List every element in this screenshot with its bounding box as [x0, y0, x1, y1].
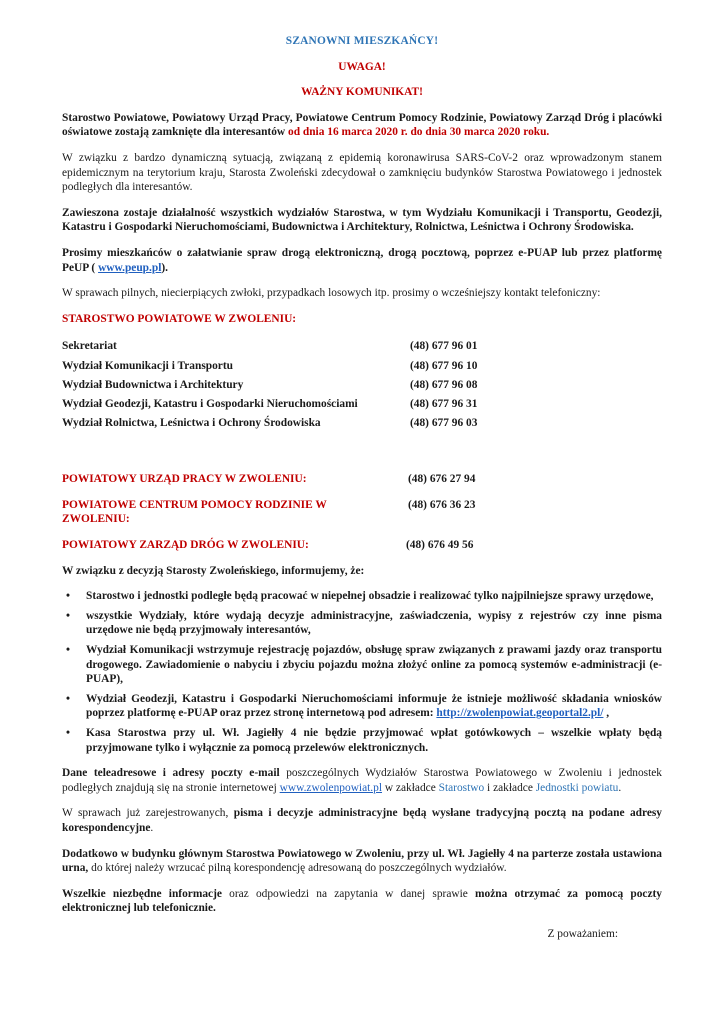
decision-intro: W związku z decyzją Starosty Zwoleńskiego, informujemy, że: [62, 564, 365, 577]
urgent-paragraph: W sprawach pilnych, niecierpiących zwłoki, przypadkach losowych itp. prosimy o wcześniejszy kontakt telefoniczny: [62, 287, 601, 300]
contact-row [62, 397, 662, 416]
contact-phone: (48) 677 96 10 [410, 359, 478, 372]
org-phone: (48) 676 27 94 [408, 473, 476, 486]
request-text: Prosimy mieszkańców o załatwianie spraw drogą elektroniczną, drogą pocztową, poprzez e-PUAP lub przez platformę PeUP ( [62, 246, 662, 274]
list-item: • Starostwo i jednostki podległe będą pracować w niepełnej obsadzie i realizować tylko najpilniejsze sprawy urzędowe, [86, 589, 662, 604]
info-paragraph [62, 887, 662, 916]
closure-dates: od dnia 16 marca 2020 r. do dnia 30 marca 2020 roku. [288, 126, 550, 139]
starostwo-tab-link[interactable]: Starostwo [438, 781, 485, 794]
contact-phone: (48) 677 96 31 [410, 397, 478, 410]
registered-after: . [150, 821, 154, 834]
registered-text: W sprawach już zarejestrowanych, [62, 807, 234, 820]
contact-data-text: . [618, 781, 622, 794]
decision-list [62, 589, 662, 755]
org-family-centre [62, 498, 662, 527]
contact-data-paragraph [62, 766, 662, 795]
request-after: ). [161, 261, 169, 274]
contact-data-text: w zakładce [382, 781, 439, 794]
org-label: POWIATOWY ZARZĄD DRÓG W ZWOLENIU: [62, 539, 309, 552]
contact-label: Wydział Komunikacji i Transportu [62, 359, 233, 372]
spacer [62, 446, 662, 472]
contact-row [62, 416, 662, 435]
signoff: Z poważaniem: [547, 927, 618, 940]
registered-paragraph [62, 806, 662, 835]
list-item: • Wydział Komunikacji wstrzymuje rejestrację pojazdów, obsługę spraw związanych z prawami jazdy oraz transportu drogowego. Zawiadomienie o nabyciu i zbyciu pojazdu można złożyć online za pomocą systemów e-administracji (e-PUAP), [86, 643, 662, 687]
intro-text: Starostwo Powiatowe, Powiatowy Urząd Pracy, Powiatowe Centrum Pomocy Rodzinie, Powiatowy Zarząd Dróg i placówki oświatowe zostają zamknięte dla interesantów [62, 111, 662, 139]
contact-data-text: i zakładce [484, 781, 536, 794]
list-item: • Kasa Starostwa przy ul. Wł. Jagiełły 4 nie będzie przyjmować wpłat gotówkowych – wszelkie wpłaty będą przyjmowane tylko i wyłącznie za pomocą przelewów elektronicznych. [86, 726, 662, 755]
contact-label: Sekretariat [62, 340, 117, 353]
contact-row [62, 339, 662, 358]
contact-phone: (48) 677 96 01 [410, 340, 478, 353]
heading-attention: UWAGA! [338, 60, 386, 73]
list-item: • wszystkie Wydziały, które wydają decyzje administracyjne, zaświadczenia, wypisy z rejestrów czy inne pisma urzędowe nie będą przyjmowały interesantów, [86, 609, 662, 638]
covid-paragraph: W związku z bardzo dynamiczną sytuacją, związaną z epidemią koronawirusa SARS-CoV-2 oraz wprowadzonym stanem epidemicznym na terytorium kraju, Starosta Zwoleński zdecydował o zamknięciu budynków Starostwa Powiatowego i jednostek podległych dla interesantów. [62, 151, 662, 194]
contact-row [62, 378, 662, 397]
info-bold: można otrzymać za pomocą poczty elektronicznej lub telefonicznie. [62, 887, 663, 915]
units-tab-link[interactable]: Jednostki powiatu [535, 781, 619, 794]
intro-paragraph [62, 111, 662, 140]
contact-label: Wydział Rolnictwa, Leśnictwa i Ochrony Środowiska [62, 417, 321, 430]
request-paragraph [62, 246, 662, 275]
contact-phone: (48) 677 96 03 [410, 417, 478, 430]
org-phone: (48) 676 49 56 [406, 539, 474, 552]
contact-row [62, 359, 662, 378]
ballot-box-paragraph [62, 847, 662, 876]
heading-important-notice: WAŻNY KOMUNIKAT! [301, 86, 423, 99]
geoportal-link[interactable]: http://zwolenpowiat.geoportal2.pl/ [436, 707, 604, 720]
org-phone: (48) 676 36 23 [408, 498, 476, 511]
starostwo-contacts [62, 339, 662, 435]
ballot-box-text: do której należy wrzucać pilną korespondencję adresowaną do poszczególnych wydziałów. [88, 862, 507, 875]
org-label: POWIATOWY URZĄD PRACY W ZWOLENIU: [62, 473, 307, 486]
contact-label: Wydział Geodezji, Katastru i Gospodarki Nieruchomościami [62, 397, 358, 410]
heading-residents: SZANOWNI MIESZKAŃCY! [285, 35, 439, 47]
org-labour-office [62, 472, 662, 487]
contact-data-bold: Dane teleadresowe i adresy poczty e-mail [62, 767, 280, 780]
zwolenpowiat-link[interactable]: www.zwolenpowiat.pl [279, 781, 383, 794]
info-bold: Wszelkie niezbędne informacje [62, 887, 222, 900]
contact-data-text: poszczególnych Wydziałów Starostwa Powiatowego w Zwoleniu i jednostek podległych znajdują się na stronie internetowej [62, 767, 662, 794]
contact-label: Wydział Budownictwa i Architektury [62, 378, 244, 391]
suspension-paragraph: Zawieszona zostaje działalność wszystkich wydziałów Starostwa, w tym Wydziału Komunikacji i Transportu, Geodezji, Katastru i Gospodarki Nieruchomościami, Budownictwa i Architektury, Rolnictwa, Leśnictwa i Ochrony Środowiska. [62, 206, 662, 234]
list-item [86, 692, 662, 721]
registered-bold: pisma i decyzje administracyjne będą wysłane tradycyjną pocztą na podane adresy korespondencyjne [62, 807, 663, 834]
org-label: POWIATOWE CENTRUM POMOCY RODZINIE W ZWOLENIU: [62, 498, 327, 526]
starostwo-title: STAROSTWO POWIATOWE W ZWOLENIU: [62, 312, 297, 325]
info-text: oraz odpowiedzi na zapytania w danej sprawie [221, 887, 476, 900]
geodesy-after: , [603, 707, 610, 720]
peup-link[interactable]: www.peup.pl [98, 261, 162, 274]
contact-phone: (48) 677 96 08 [410, 378, 478, 391]
org-roads-authority [62, 538, 662, 553]
ballot-box-bold: Dodatkowo w budynku głównym Starostwa Powiatowego w Zwoleniu, przy ul. Wł. Jagiełły 4 na parterze została ustawiona urna, [62, 847, 662, 875]
geodesy-text: Wydział Geodezji, Katastru i Gospodarki Nieruchomościami informuje że istnieje możliwość składania wniosków poprzez platformę e-PUAP oraz przez stronę internetową pod adresem: [86, 692, 662, 720]
